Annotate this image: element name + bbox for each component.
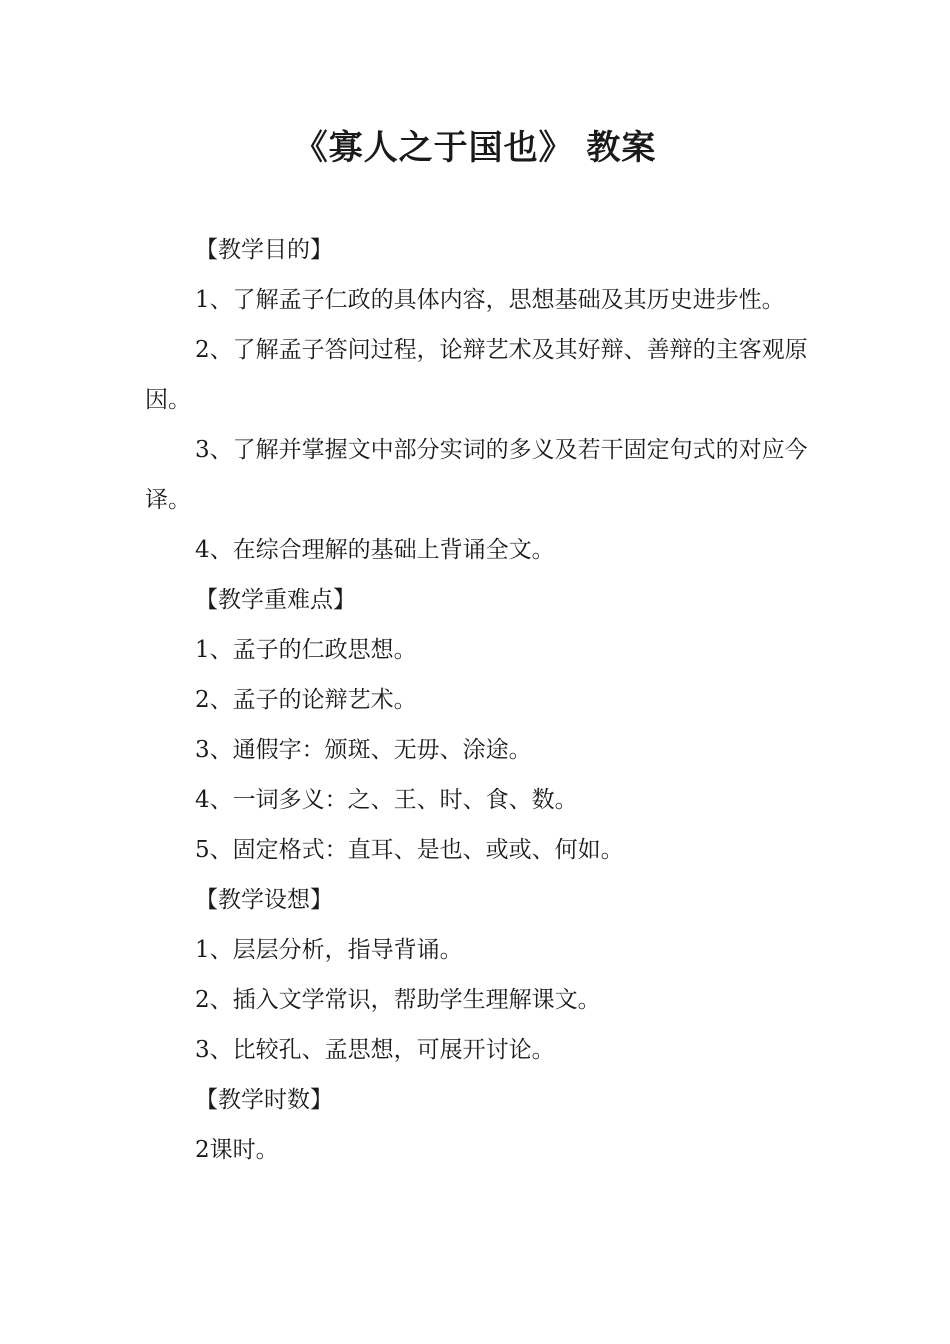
paragraph: 2、插入文学常识，帮助学生理解课文。 xyxy=(195,987,601,1013)
paragraph: 3、了解并掌握文中部分实词的多义及若干固定句式的对应今译。 xyxy=(145,437,808,513)
paragraph: 2、孟子的论辩艺术。 xyxy=(195,687,417,713)
paragraph: 4、在综合理解的基础上背诵全文。 xyxy=(195,537,555,563)
paragraph: 4、一词多义：之、王、时、食、数。 xyxy=(195,787,578,813)
paragraph: 3、比较孔、孟思想，可展开讨论。 xyxy=(195,1037,555,1063)
paragraph: 2课时。 xyxy=(195,1137,279,1163)
section-heading-key-points: 【教学重难点】 xyxy=(195,587,356,613)
paragraph: 1、孟子的仁政思想。 xyxy=(195,637,417,663)
paragraph: 1、层层分析，指导背诵。 xyxy=(195,937,463,963)
section-heading-plan: 【教学设想】 xyxy=(195,887,333,913)
paragraph: 1、了解孟子仁政的具体内容，思想基础及其历史进步性。 xyxy=(195,287,785,313)
section-heading-hours: 【教学时数】 xyxy=(195,1087,333,1113)
document-title: 《寡人之于国也》 教案 xyxy=(293,128,657,168)
paragraph: 5、固定格式：直耳、是也、或或、何如。 xyxy=(195,837,624,863)
section-heading-objectives: 【教学目的】 xyxy=(195,237,333,263)
document-body xyxy=(145,225,810,1175)
paragraph: 2、了解孟子答问过程，论辩艺术及其好辩、善辩的主客观原因。 xyxy=(145,337,808,413)
paragraph: 3、通假字：颁斑、无毋、涂途。 xyxy=(195,737,532,763)
